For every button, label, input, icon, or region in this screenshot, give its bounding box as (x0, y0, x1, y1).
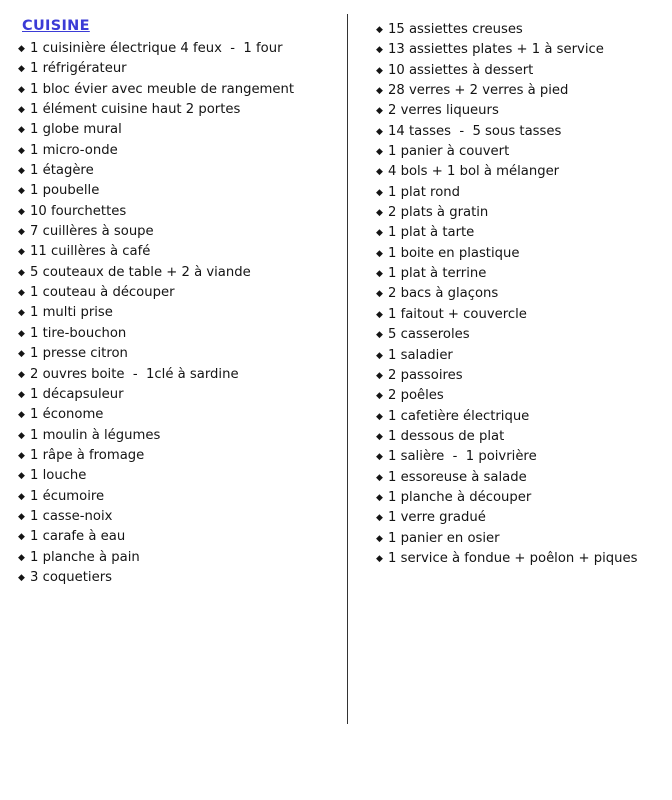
list-item (18, 283, 348, 303)
list-item (18, 100, 348, 120)
list-item-label: 1 louche (30, 468, 87, 484)
list-item-label: 2 verres liqueurs (388, 103, 499, 119)
bullet-icon: ◆ (376, 248, 383, 259)
bullet-icon: ◆ (18, 349, 25, 360)
list-item (18, 365, 348, 385)
bullet-icon: ◆ (376, 269, 383, 280)
list-item-label: 1 essoreuse à salade (388, 469, 527, 485)
list-item (376, 284, 672, 304)
bullet-icon: ◆ (376, 65, 383, 76)
bullet-icon: ◆ (18, 450, 25, 461)
page-title: CUISINE (22, 18, 90, 34)
list-item (376, 366, 672, 386)
list-item (18, 120, 348, 140)
list-item-label: 2 ouvres boite - 1clé à sardine (30, 366, 239, 382)
list-item-label: 1 micro-onde (30, 142, 118, 158)
bullet-icon: ◆ (18, 410, 25, 421)
list-item-label: 15 assiettes creuses (388, 22, 523, 37)
list-item-label: 1 multi prise (30, 305, 113, 321)
list-item-label: 1 plat à terrine (388, 266, 487, 282)
list-item-label: 7 cuillères à soupe (30, 224, 154, 240)
list-item-label: 2 plats à gratin (388, 205, 489, 221)
bullet-icon: ◆ (18, 105, 25, 116)
list-item (18, 568, 348, 588)
list-item-label: 28 verres + 2 verres à pied (388, 83, 569, 99)
bullet-icon: ◆ (376, 187, 383, 198)
list-item (376, 183, 672, 203)
bullet-icon: ◆ (18, 64, 25, 75)
list-item (376, 142, 672, 162)
bullet-icon: ◆ (18, 389, 25, 400)
list-item (18, 161, 348, 181)
list-item-label: 2 poêles (388, 388, 444, 404)
list-item-label: 3 coquetiers (30, 569, 112, 585)
list-item (18, 324, 348, 344)
list-item-label: 1 poubelle (30, 183, 100, 199)
bullet-icon: ◆ (376, 472, 383, 483)
list-item (376, 305, 672, 325)
bullet-icon: ◆ (376, 25, 383, 35)
list-item-label: 1 boite en plastique (388, 245, 520, 261)
list-item-label: 1 couteau à découper (30, 285, 175, 301)
list-item-label: 2 passoires (388, 367, 463, 383)
bullet-icon: ◆ (376, 45, 383, 56)
bullet-icon: ◆ (376, 106, 383, 117)
bullet-icon: ◆ (376, 228, 383, 239)
list-item-label: 1 service à fondue + poêlon + piques (388, 550, 638, 566)
list-item-label: 1 planche à pain (30, 549, 140, 565)
bullet-icon: ◆ (18, 491, 25, 502)
bullet-icon: ◆ (376, 350, 383, 361)
list-item-label: 1 presse citron (30, 346, 128, 362)
list-item (18, 426, 348, 446)
list-item-label: 1 plat rond (388, 184, 460, 200)
list-item (376, 223, 672, 243)
bullet-icon: ◆ (376, 370, 383, 381)
list-item (18, 263, 348, 283)
bullet-icon: ◆ (18, 84, 25, 95)
bullet-icon: ◆ (376, 553, 383, 564)
list-item (376, 386, 672, 406)
list-item (376, 346, 672, 366)
list-item (18, 527, 348, 547)
list-item (18, 548, 348, 568)
bullet-icon: ◆ (376, 208, 383, 219)
bullet-icon: ◆ (18, 288, 25, 299)
bullet-icon: ◆ (376, 289, 383, 300)
bullet-icon: ◆ (18, 267, 25, 278)
list-item (376, 508, 672, 528)
bullet-icon: ◆ (376, 126, 383, 137)
list-item (376, 529, 672, 549)
list-item (376, 488, 672, 508)
bullet-icon: ◆ (18, 186, 25, 197)
list-item (18, 507, 348, 527)
bullet-icon: ◆ (376, 513, 383, 524)
list-item (376, 325, 672, 345)
list-item-label: 1 faitout + couvercle (388, 306, 527, 322)
list-item-label: 1 économe (30, 407, 104, 423)
list-item-label: 1 réfrigérateur (30, 61, 127, 77)
bullet-icon: ◆ (18, 44, 25, 54)
bullet-icon: ◆ (376, 86, 383, 97)
bullet-icon: ◆ (18, 166, 25, 177)
list-item (18, 303, 348, 323)
list-item (376, 244, 672, 264)
list-item-label: 1 panier en osier (388, 530, 500, 546)
bullet-icon: ◆ (18, 328, 25, 339)
list-item (376, 61, 672, 81)
right-column (348, 18, 672, 588)
list-item-label: 1 casse-noix (30, 508, 113, 524)
list-item-label: 1 moulin à légumes (30, 427, 161, 443)
list-item-label: 11 cuillères à café (30, 244, 151, 260)
bullet-icon: ◆ (376, 309, 383, 320)
bullet-icon: ◆ (376, 167, 383, 178)
bullet-icon: ◆ (18, 369, 25, 380)
list-item-label: 2 bacs à glaçons (388, 286, 499, 302)
list-item (18, 59, 348, 79)
list-item (376, 468, 672, 488)
list-item-label: 1 tire-bouchon (30, 325, 127, 341)
bullet-icon: ◆ (376, 411, 383, 422)
bullet-icon: ◆ (376, 533, 383, 544)
bullet-icon: ◆ (18, 471, 25, 482)
list-item (376, 264, 672, 284)
bullet-icon: ◆ (376, 452, 383, 463)
list-item-label: 1 plat à tarte (388, 225, 475, 241)
bullet-icon: ◆ (376, 431, 383, 442)
list-item-label: 1 panier à couvert (388, 144, 510, 160)
list-item (376, 122, 672, 142)
inventory-list-right (376, 20, 672, 569)
bullet-icon: ◆ (18, 430, 25, 441)
bullet-icon: ◆ (18, 552, 25, 563)
bullet-icon: ◆ (18, 511, 25, 522)
list-item-label: 1 décapsuleur (30, 386, 124, 402)
list-item (18, 181, 348, 201)
bullet-icon: ◆ (376, 492, 383, 503)
bullet-icon: ◆ (18, 145, 25, 156)
list-item-label: 5 casseroles (388, 327, 470, 343)
list-item-label: 10 fourchettes (30, 203, 127, 219)
list-item (18, 344, 348, 364)
list-item (18, 446, 348, 466)
list-item-label: 4 bols + 1 bol à mélanger (388, 164, 560, 180)
bullet-icon: ◆ (18, 308, 25, 319)
list-item-label: 1 saladier (388, 347, 453, 363)
list-item (18, 385, 348, 405)
list-item-label: 14 tasses - 5 sous tasses (388, 123, 562, 139)
list-item (18, 141, 348, 161)
list-item-label: 1 élément cuisine haut 2 portes (30, 102, 241, 118)
list-item-label: 10 assiettes à dessert (388, 62, 534, 78)
two-column-layout (0, 18, 672, 588)
list-item (18, 202, 348, 222)
bullet-icon: ◆ (376, 330, 383, 341)
list-item (18, 39, 348, 59)
list-item (18, 222, 348, 242)
left-column (0, 18, 348, 588)
list-item (376, 407, 672, 427)
list-item-label: 1 bloc évier avec meuble de rangement (30, 81, 295, 97)
list-item (376, 40, 672, 60)
list-item (18, 242, 348, 262)
list-item-label: 1 verre gradué (388, 510, 486, 526)
list-item-label: 1 râpe à fromage (30, 447, 145, 463)
list-item-label: 1 planche à découper (388, 489, 532, 505)
list-item (376, 203, 672, 223)
list-item (376, 427, 672, 447)
list-item-label: 1 écumoire (30, 488, 105, 504)
list-item-label: 1 carafe à eau (30, 529, 126, 545)
list-item (18, 80, 348, 100)
bullet-icon: ◆ (18, 572, 25, 583)
bullet-icon: ◆ (18, 247, 25, 258)
bullet-icon: ◆ (376, 147, 383, 158)
list-item-label: 1 salière - 1 poivrière (388, 449, 537, 465)
list-item-label: 5 couteaux de table + 2 à viande (30, 264, 251, 280)
list-item-label: 1 étagère (30, 163, 94, 179)
bullet-icon: ◆ (18, 227, 25, 238)
bullet-icon: ◆ (18, 125, 25, 136)
bullet-icon: ◆ (376, 391, 383, 402)
bullet-icon: ◆ (18, 206, 25, 217)
list-item-label: 1 globe mural (30, 122, 122, 138)
list-item-label: 1 cuisinière électrique 4 feux - 1 four (30, 41, 283, 56)
list-item (376, 162, 672, 182)
list-item-label: 1 cafetière électrique (388, 408, 530, 424)
list-item (376, 447, 672, 467)
list-item (376, 81, 672, 101)
bullet-icon: ◆ (18, 532, 25, 543)
list-item (376, 101, 672, 121)
list-item (18, 466, 348, 486)
list-item (18, 405, 348, 425)
inventory-list-left (18, 39, 348, 588)
list-item (376, 549, 672, 569)
list-item (18, 487, 348, 507)
list-item (376, 20, 672, 40)
list-item-label: 13 assiettes plates + 1 à service (388, 42, 604, 58)
list-item-label: 1 dessous de plat (388, 428, 505, 444)
